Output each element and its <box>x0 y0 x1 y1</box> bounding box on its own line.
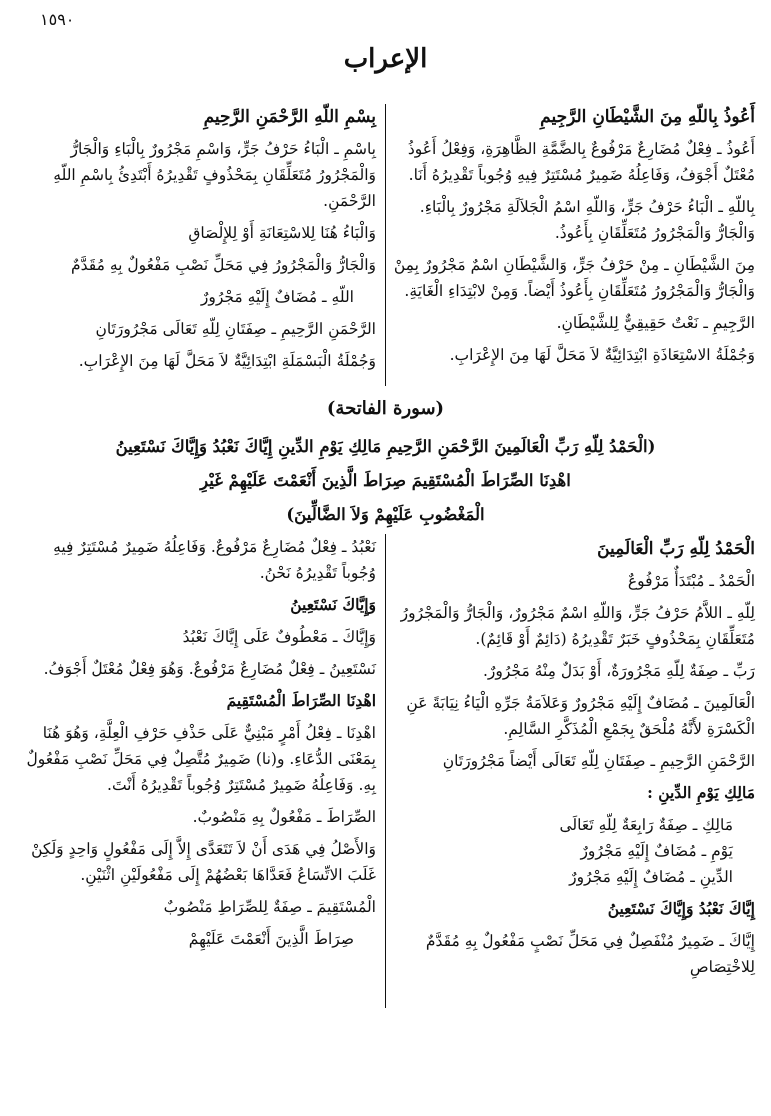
paragraph: الرَّحْمَنِ الرَّحِيمِ ـ صِفَتَانِ لِلّهِ تَعَالَى مَجْرُورَتَانِ <box>95 320 376 338</box>
column-divider <box>385 104 386 386</box>
paragraph: لِلّهِ ـ اللاَّمُ حَرْفُ جَرٍّ، وَاللّهِ اسْمٌ مَجْرُورٌ، وَالْجَارُّ وَالْمَجْرُورُ مُتَعَلِّقَانِ بِمَحْذُوفٍ خَبَرٌ تَقْدِيرُهُ (دَائِمٌ أَوْ قَائِمٌ). <box>400 604 755 648</box>
paragraph: نَسْتَعِينُ ـ فِعْلٌ مُضَارِعٌ مَرْفُوعٌ. وَهُوَ فِعْلٌ مُعْتَلٌ أَجْوَفُ. <box>43 660 376 678</box>
paragraph: الْحَمْدُ ـ مُبْتَدَأٌ مَرْفُوعٌ <box>627 572 755 590</box>
paragraph: مِنَ الشَّيْطَانِ ـ مِنْ حَرْفُ جَرٍّ، وَالشَّيْطَانِ اسْمٌ مَجْرُورٌ بِمِنْ وَالْجَارُّ وَالْمَجْرُورُ مُتَعَلِّقَانِ بِأَعُوذُ أَيْضاً. وَمِنْ لابْتِدَاءِ الْغَايَةِ. <box>393 256 755 300</box>
page-number: ١٥٩٠ <box>40 10 75 29</box>
sub-heading: اهْدِنَا الصِّرَاطَ الْمُسْتَقِيمَ <box>226 691 376 710</box>
column-divider <box>385 534 386 1008</box>
paragraph: وَالأَصْلُ فِي هَدَى أَنْ لاَ تَتَعَدَّى إِلاَّ إِلَى مَفْعُولٍ وَاحِدٍ وَلَكِنْ غَلَبَ الاتِّسَاعُ فَعَدَّاهَا بَعْضُهُمْ إِلَى مَفْعُولَيْنِ اثْنَيْنِ. <box>31 840 376 884</box>
paragraph: صِرَاطَ الَّذِينَ أَنْعَمْتَ عَلَيْهِمْ <box>188 930 354 948</box>
paragraph: نَعْبُدُ ـ فِعْلٌ مُضَارِعٌ مَرْفُوعٌ. وَفَاعِلُهُ ضَمِيرٌ مُسْتَتِرٌ فِيهِ وُجُوباً تَقْدِيرُهُ نَحْنُ. <box>53 538 376 582</box>
surah-title: (سورة الفاتحة) <box>326 398 445 419</box>
verse-line: (الْحَمْدُ لِلّهِ رَبِّ الْعَالَمِينَ الرَّحْمَنِ الرَّحِيمِ مَالِكِ يَوْمِ الدِّينِ إِيَّاكَ نَعْبُدُ وَإِيَّاكَ نَسْتَعِينُ <box>115 437 656 456</box>
sub-heading: إِيَّاكَ نَعْبُدُ وَإِيَّاكَ نَسْتَعِينُ <box>607 899 755 918</box>
paragraph: الْعَالَمِينَ ـ مُضَافٌ إِلَيْهِ مَجْرُورٌ وَعَلاَمَةُ جَرِّهِ الْيَاءُ نِيَابَةً عَنِ الْكَسْرَةِ لأَنَّهُ مُلْحَقٌ بِجَمْعِ الْمُذَكَّرِ السَّالِمِ. <box>406 694 755 738</box>
istiadha-column <box>387 102 755 374</box>
paragraph: وَجُمْلَةُ الاسْتِعَاذَةِ ابْتِدَائِيَّةٌ لاَ مَحَلَّ لَهَا مِنَ الإِعْرَابِ. <box>449 346 755 364</box>
paragraph: الْمُسْتَقِيمَ ـ صِفَةٌ لِلصِّرَاطِ مَنْصُوبٌ <box>163 898 376 916</box>
paragraph: الرَّحْمَنِ الرَّحِيمِ ـ صِفَتَانِ لِلّهِ تَعَالَى أَيْضاً مَجْرُورَتَانِ <box>442 752 755 770</box>
paragraph: الصِّرَاطَ ـ مَفْعُولٌ بِهِ مَنْصُوبٌ. <box>192 808 376 826</box>
verse-line: الْمَغْضُوبِ عَلَيْهِمْ وَلاَ الضَّالِّينَ) <box>286 505 485 524</box>
sub-heading: مَالِكِ يَوْمِ الدِّينِ : <box>647 783 755 802</box>
basmala-column <box>20 102 376 380</box>
paragraph: أَعُوذُ ـ فِعْلٌ مُضَارِعٌ مَرْفُوعٌ بِالضَّمَّةِ الظَّاهِرَةِ، وَفِعْلُ أَعُوذُ مُعْتَلٌ أَجْوَفُ، وَفَاعِلُهُ ضَمِيرٌ مُسْتَتِرٌ فِيهِ وُجُوباً تَقْدِيرُهُ أَنَا. <box>407 140 755 184</box>
paragraph: وَالْجَارُّ وَالْمَجْرُورُ فِي مَحَلِّ نَصْبِ مَفْعُولٌ بِهِ مُقَدَّمٌ <box>71 256 376 274</box>
paragraph: وَالْبَاءُ هُنَا لِلاسْتِعَانَةِ أَوْ لِلإِلْصَاقِ <box>188 224 376 242</box>
fatiha-right-column <box>387 534 755 986</box>
section-heading: الْحَمْدُ لِلّهِ رَبِّ الْعَالَمِينَ <box>597 539 755 559</box>
istiadha-heading: أَعُوذُ بِاللّهِ مِنَ الشَّيْطَانِ الرَّجِيمِ <box>540 107 755 127</box>
sub-heading: وَإِيَّاكَ نَسْتَعِينُ <box>290 595 376 614</box>
paragraph: إِيَّاكَ ـ ضَمِيرٌ مُنْفَصِلٌ فِي مَحَلِّ نَصْبٍ مَفْعُولٌ بِهِ مُقَدَّمٌ لِلاخْتِصَاصِ <box>425 932 755 976</box>
paragraph: وَإِيَّاكَ ـ مَعْطُوفٌ عَلَى إِيَّاكَ نَعْبُدُ <box>182 628 376 646</box>
paragraph: وَجُمْلَةُ الْبَسْمَلَةِ ابْتِدَائِيَّةٌ لاَ مَحَلَّ لَهَا مِنَ الإِعْرَابِ. <box>78 352 376 370</box>
paragraph: الدِّينِ ـ مُضَافٌ إِلَيْهِ مَجْرُورٌ <box>569 868 733 886</box>
page-title: الإعراب <box>343 44 428 74</box>
paragraph: يَوْمِ ـ مُضَافٌ إِلَيْهِ مَجْرُورٌ <box>580 842 733 860</box>
paragraph: اللّهِ ـ مُضَافٌ إِلَيْهِ مَجْرُورٌ <box>200 288 354 306</box>
paragraph: الرَّجِيمِ ـ نَعْتٌ حَقِيقِيٌّ لِلشَّيْطَانِ. <box>556 314 755 332</box>
verse-line: اهْدِنَا الصِّرَاطَ الْمُسْتَقِيمَ صِرَاطَ الَّذِينَ أَنْعَمْتَ عَلَيْهِمْ غَيْرِ <box>200 471 571 490</box>
surah-verse <box>20 430 751 532</box>
fatiha-left-column <box>20 534 376 958</box>
paragraph: بِاسْمِ ـ الْبَاءُ حَرْفُ جَرٍّ، وَاسْمِ مَجْرُورٌ بِالْبَاءِ وَالْجَارُّ وَالْمَجْرُورُ مُتَعَلِّقَانِ بِمَحْذُوفٍ تَقْدِيرُهُ أَبْتَدِئُ بِاسْمِ اللّهِ الرَّحْمَنِ. <box>53 140 376 210</box>
paragraph: بِاللّهِ ـ الْبَاءُ حَرْفُ جَرٍّ، وَاللّهِ اسْمُ الْجَلاَلَةِ مَجْرُورٌ بِالْبَاءِ. وَالْجَارُّ وَالْمَجْرُورُ مُتَعَلِّقَانِ بِأَعُوذُ. <box>419 198 755 242</box>
paragraph: رَبِّ ـ صِفَةٌ لِلّهِ مَجْرُورَةٌ، أَوْ بَدَلٌ مِنْهُ مَجْرُورٌ. <box>482 662 755 680</box>
paragraph: مَالِكِ ـ صِفَةٌ رَابِعَةٌ لِلّهِ تَعَالَى <box>559 816 733 834</box>
basmala-heading: بِسْمِ اللّهِ الرَّحْمَنِ الرَّحِيمِ <box>203 107 376 127</box>
paragraph: اهْدِنَا ـ فِعْلُ أَمْرٍ مَبْنِيٌّ عَلَى حَذْفِ حَرْفِ الْعِلَّةِ، وَهُوَ هُنَا بِمَعْنَى الدُّعَاءِ. و(نا) ضَمِيرٌ مُتَّصِلٌ فِي مَحَلِّ نَصْبِ مَفْعُولٌ بِهِ. وَفَاعِلُهُ ضَمِيرٌ مُسْتَتِرٌ وُجُوباً تَقْدِيرُهُ أَنْتَ. <box>26 724 376 794</box>
